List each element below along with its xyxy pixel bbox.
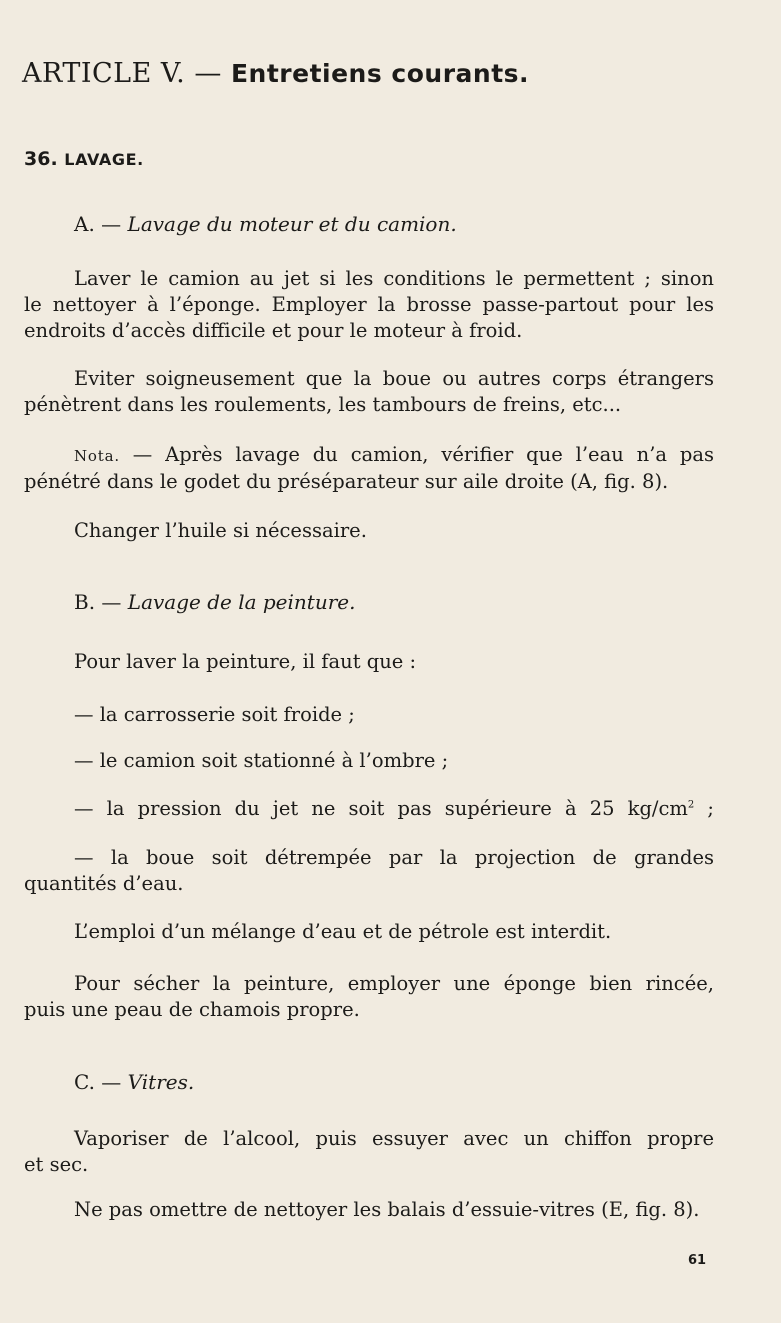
- subsection-a-label: A. —: [74, 212, 122, 236]
- paragraph-b1: L’emploi d’un mélange d’eau et de pétrole est interdit.: [74, 920, 612, 943]
- paragraph-line: et sec.: [24, 1153, 89, 1176]
- nota-text: — Après lavage du camion, vérifier que l’eau n’a pas: [119, 443, 714, 466]
- subsection-c-heading: [74, 1070, 194, 1094]
- subsection-b-title: Lavage de la peinture.: [127, 590, 356, 614]
- paragraph-a2: [24, 366, 714, 418]
- list-item-end: ;: [694, 797, 714, 820]
- paragraph-line: pénétré dans le godet du préséparateur sur aile droite (A, fig. 8).: [24, 470, 669, 493]
- list-item: [74, 797, 714, 820]
- section-title: LAVAGE.: [64, 150, 144, 169]
- list-item: — la carrosserie soit froide ;: [74, 703, 355, 726]
- paragraph-line: le nettoyer à l’éponge. Employer la brosse passe-partout pour les: [24, 293, 714, 316]
- subsection-a-heading: [74, 212, 457, 236]
- subsection-a-title: Lavage du moteur et du camion.: [127, 212, 457, 236]
- paragraph-line: Vaporiser de l’alcool, puis essuyer avec un chiffon propre: [74, 1127, 714, 1150]
- paragraph-line: pénètrent dans les roulements, les tambours de freins, etc...: [24, 393, 622, 416]
- paragraph-b2: [24, 971, 714, 1023]
- paragraph-line: endroits d’accès difficile et pour le moteur à froid.: [24, 319, 523, 342]
- list-item-text: — la pression du jet ne soit pas supérieure à 25 kg/cm: [74, 797, 688, 820]
- page-number: 61: [688, 1253, 707, 1268]
- paragraph-a1: [24, 266, 714, 344]
- paragraph-line: puis une peau de chamois propre.: [24, 998, 360, 1021]
- article-title: Entretiens courants.: [230, 59, 530, 88]
- section-number: 36.: [24, 148, 58, 170]
- subsection-b-heading: [74, 590, 355, 614]
- nota-paragraph: [24, 442, 714, 495]
- paragraph-b-intro: Pour laver la peinture, il faut que :: [74, 650, 417, 673]
- superscript: 2: [687, 799, 695, 811]
- list-item: [24, 845, 714, 897]
- paragraph-line: Pour sécher la peinture, employer une éponge bien rincée,: [74, 972, 714, 995]
- subsection-c-label: C. —: [74, 1070, 122, 1094]
- section-heading: [24, 148, 144, 170]
- paragraph-line: Laver le camion au jet si les conditions le permettent ; sinon: [74, 267, 714, 290]
- nota-label: Nota.: [74, 447, 120, 465]
- paragraph-c2: Ne pas omettre de nettoyer les balais d’essuie-vitres (E, fig. 8).: [74, 1198, 700, 1221]
- subsection-c-title: Vitres.: [127, 1070, 195, 1094]
- paragraph-a3: Changer l’huile si nécessaire.: [74, 519, 367, 542]
- list-item-line: quantités d’eau.: [24, 872, 184, 895]
- list-item-line: — la boue soit détrempée par la projection de grandes: [74, 846, 714, 869]
- paragraph-line: Eviter soigneusement que la boue ou autres corps étrangers: [74, 367, 714, 390]
- paragraph-c1: [24, 1126, 714, 1178]
- article-number: ARTICLE V. —: [22, 58, 222, 89]
- list-item: — le camion soit stationné à l’ombre ;: [74, 749, 449, 772]
- nota-line: [24, 442, 714, 469]
- subsection-b-label: B. —: [74, 590, 122, 614]
- article-heading: [22, 58, 529, 89]
